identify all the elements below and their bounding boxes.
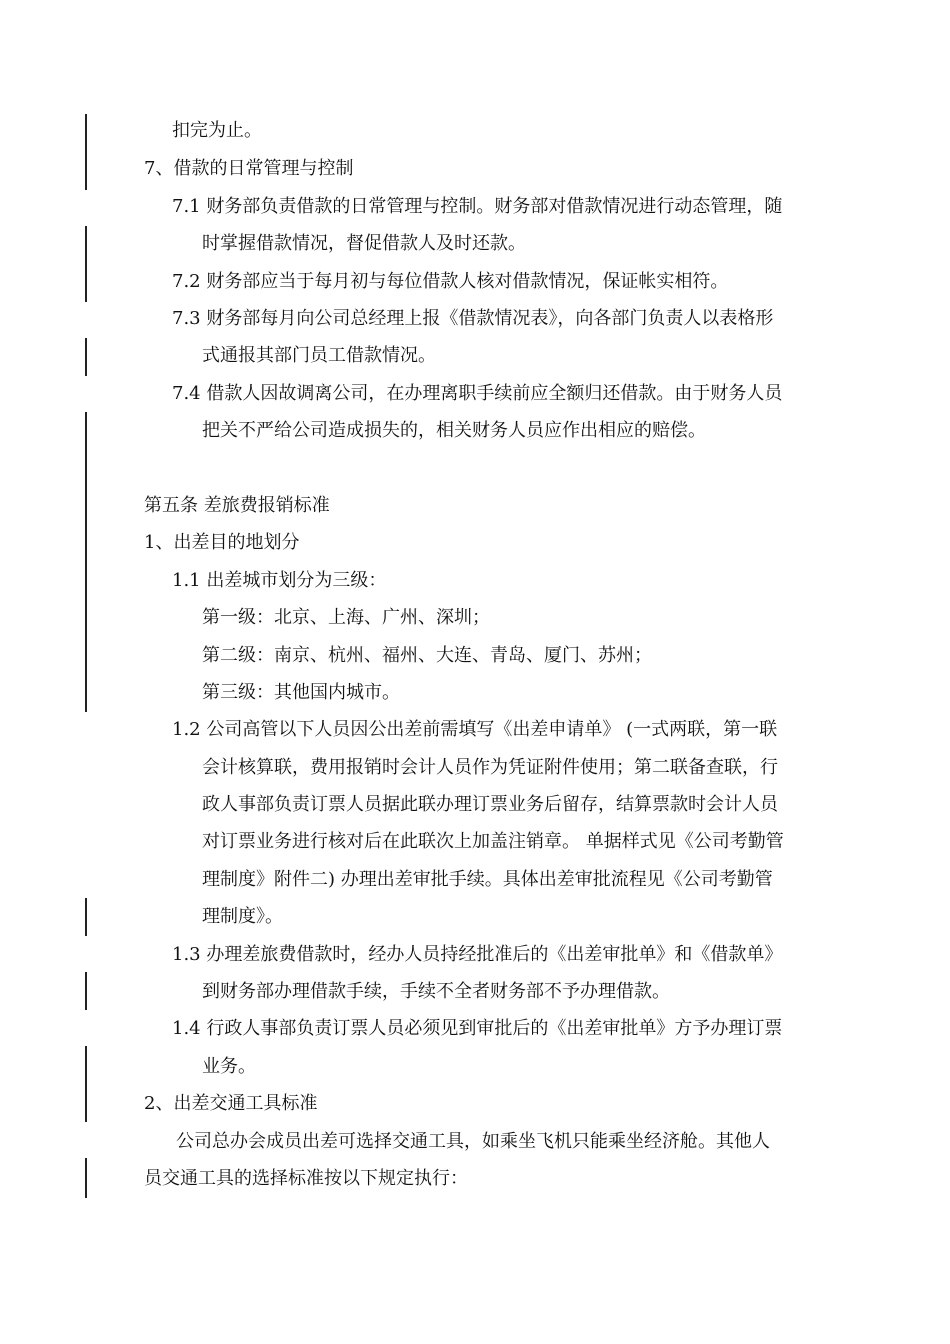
revision-bar — [85, 898, 87, 936]
paragraph-line: 业务。 — [202, 1056, 256, 1077]
paragraph-line: 理制度》。 — [202, 906, 283, 927]
paragraph-line: 7.4 借款人因故调离公司，在办理离职手续前应全额归还借款。由于财务人员 — [172, 383, 783, 404]
section-heading: 2、出差交通工具标准 — [144, 1093, 318, 1114]
paragraph-line: 1.1 出差城市划分为三级： — [172, 570, 387, 591]
section-heading: 1、出差目的地划分 — [144, 532, 300, 553]
paragraph-line: 第三级：其他国内城市。 — [202, 682, 400, 703]
paragraph-line: 第二级：南京、杭州、福州、大连、青岛、厦门、苏州； — [202, 645, 652, 666]
paragraph-line: 对订票业务进行核对后在此联次上加盖注销章。 单据样式见《公司考勤管 — [202, 831, 784, 852]
revision-bar — [85, 338, 87, 376]
paragraph-line: 公司总办会成员出差可选择交通工具，如乘坐飞机只能乘坐经济舱。其他人 — [176, 1131, 770, 1152]
paragraph-line: 员交通工具的选择标准按以下规定执行： — [144, 1168, 468, 1189]
section-heading: 7、借款的日常管理与控制 — [144, 158, 354, 179]
paragraph-line: 到财务部办理借款手续，手续不全者财务部不予办理借款。 — [202, 981, 670, 1002]
paragraph-line: 第一级：北京、上海、广州、深圳； — [202, 607, 490, 628]
article-heading: 第五条 差旅费报销标准 — [144, 495, 330, 516]
revision-bar — [85, 114, 87, 190]
revision-bar — [85, 1046, 87, 1122]
paragraph-line: 会计核算联，费用报销时会计人员作为凭证附件使用；第二联备查联，行 — [202, 757, 778, 778]
paragraph-line: 扣完为止。 — [172, 120, 262, 141]
paragraph-line: 理制度》附件二) 办理出差审批手续。具体出差审批流程见《公司考勤管 — [202, 869, 773, 890]
paragraph-line: 时掌握借款情况，督促借款人及时还款。 — [202, 233, 526, 254]
paragraph-line: 1.2 公司高管以下人员因公出差前需填写《出差申请单》 (一式两联，第一联 — [172, 719, 778, 740]
paragraph-line: 7.3 财务部每月向公司总经理上报《借款情况表》，向各部门负责人以表格形 — [172, 308, 774, 329]
paragraph-line: 7.1 财务部负责借款的日常管理与控制。财务部对借款情况进行动态管理，随 — [172, 196, 783, 217]
paragraph-line: 7.2 财务部应当于每月初与每位借款人核对借款情况，保证帐实相符。 — [172, 271, 729, 292]
revision-bar — [85, 226, 87, 302]
paragraph-line: 政人事部负责订票人员据此联办理订票业务后留存，结算票款时会计人员 — [202, 794, 778, 815]
paragraph-line: 1.4 行政人事部负责订票人员必须见到审批后的《出差审批单》方予办理订票 — [172, 1018, 783, 1039]
paragraph-line: 1.3 办理差旅费借款时，经办人员持经批准后的《出差审批单》和《借款单》 — [172, 944, 783, 965]
revision-bar — [85, 1158, 87, 1198]
paragraph-line: 式通报其部门员工借款情况。 — [202, 345, 436, 366]
revision-bar — [85, 972, 87, 1010]
revision-bar — [85, 412, 87, 712]
paragraph-line: 把关不严给公司造成损失的，相关财务人员应作出相应的赔偿。 — [202, 420, 706, 441]
